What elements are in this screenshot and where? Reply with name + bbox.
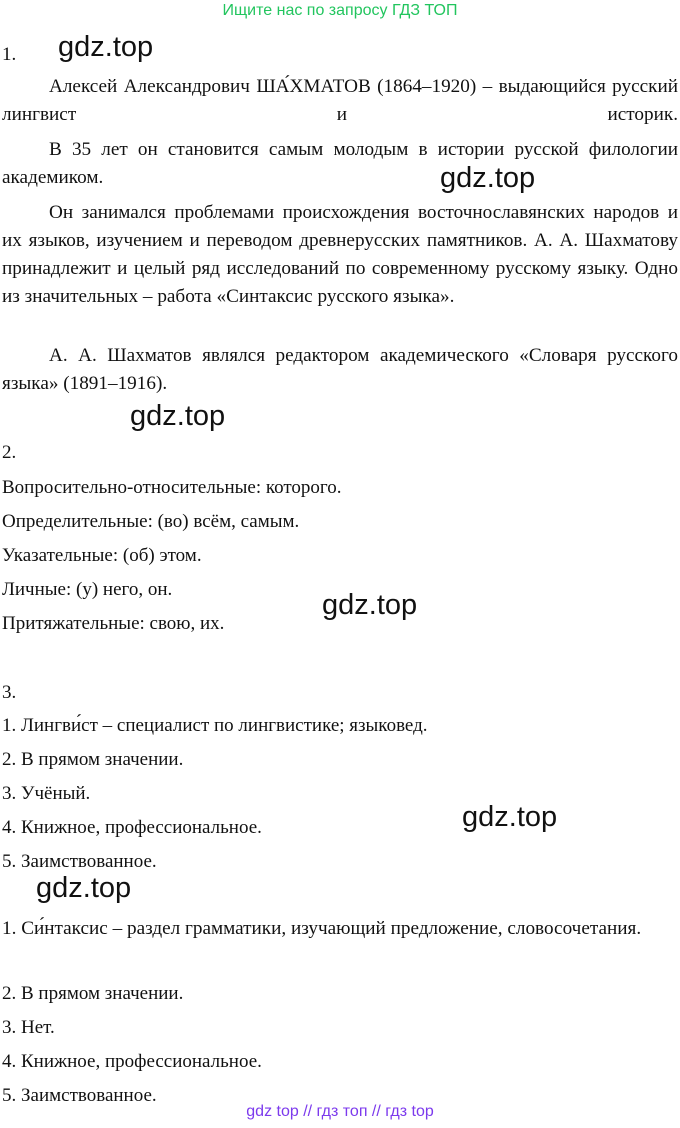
watermark-4: gdz.top xyxy=(322,589,418,621)
section-3-line-a2: 2. В прямом значении. xyxy=(2,749,184,770)
section-3-line-a1: 1. Лингви́ст – специалист по лингвистике; языковед. xyxy=(2,715,428,736)
watermark-5: gdz.top xyxy=(462,801,558,833)
section-2-line-2: Определительные: (во) всём, самым. xyxy=(2,511,300,532)
watermark-6: gdz.top xyxy=(36,872,132,904)
watermark-3: gdz.top xyxy=(130,400,226,432)
section-1-paragraph-4: А. А. Шахматов являлся редактором академического «Словаря русского языка» (1891–1916). xyxy=(2,345,678,394)
section-2-line-1: Вопросительно-относительные: которого. xyxy=(2,477,342,498)
section-1-paragraph-3: Он занимался проблемами происхождения восточнославянских народов и их языков, изучением и переводом древнерусских памятников. А. А. Шахматову принадлежит и целый ряд исследований по современному русскому языку. Одно из значительных – работа «Синтаксис русского языка». xyxy=(2,202,678,307)
section-1-paragraph-2: В 35 лет он становится самым молодым в истории русской филологии академиком. xyxy=(2,139,678,188)
section-2-number: 2. xyxy=(2,442,17,463)
top-banner[interactable]: Ищите нас по запросу ГДЗ ТОП xyxy=(222,2,458,19)
section-1-paragraph-1: Алексей Александрович ША́ХМАТОВ (1864–1920) – выдающийся русский лингвист и историк. xyxy=(2,76,678,125)
section-2-line-5: Притяжательные: свою, их. xyxy=(2,613,225,634)
section-2-line-4: Личные: (у) него, он. xyxy=(2,579,173,600)
section-3-line-a3: 3. Учёный. xyxy=(2,783,91,804)
watermark-1: gdz.top xyxy=(58,31,154,63)
section-3-line-a5: 5. Заимствованное. xyxy=(2,851,157,872)
section-3-line-b5: 5. Заимствованное. xyxy=(2,1085,157,1106)
section-3-line-b2: 2. В прямом значении. xyxy=(2,983,184,1004)
section-3-number: 3. xyxy=(2,682,17,703)
section-2-line-3: Указательные: (об) этом. xyxy=(2,545,202,566)
section-3-line-b4: 4. Книжное, профессиональное. xyxy=(2,1051,262,1072)
section-3-line-a4: 4. Книжное, профессиональное. xyxy=(2,817,262,838)
watermark-2: gdz.top xyxy=(440,162,536,194)
section-3-line-b3: 3. Нет. xyxy=(2,1017,55,1038)
footer-links[interactable]: gdz top // гдз топ // гдз top xyxy=(246,1103,434,1120)
section-1-number: 1. xyxy=(2,44,17,65)
section-3-definition: 1. Си́нтаксис – раздел грамматики, изучающий предложение, словосочетания. xyxy=(2,918,642,939)
